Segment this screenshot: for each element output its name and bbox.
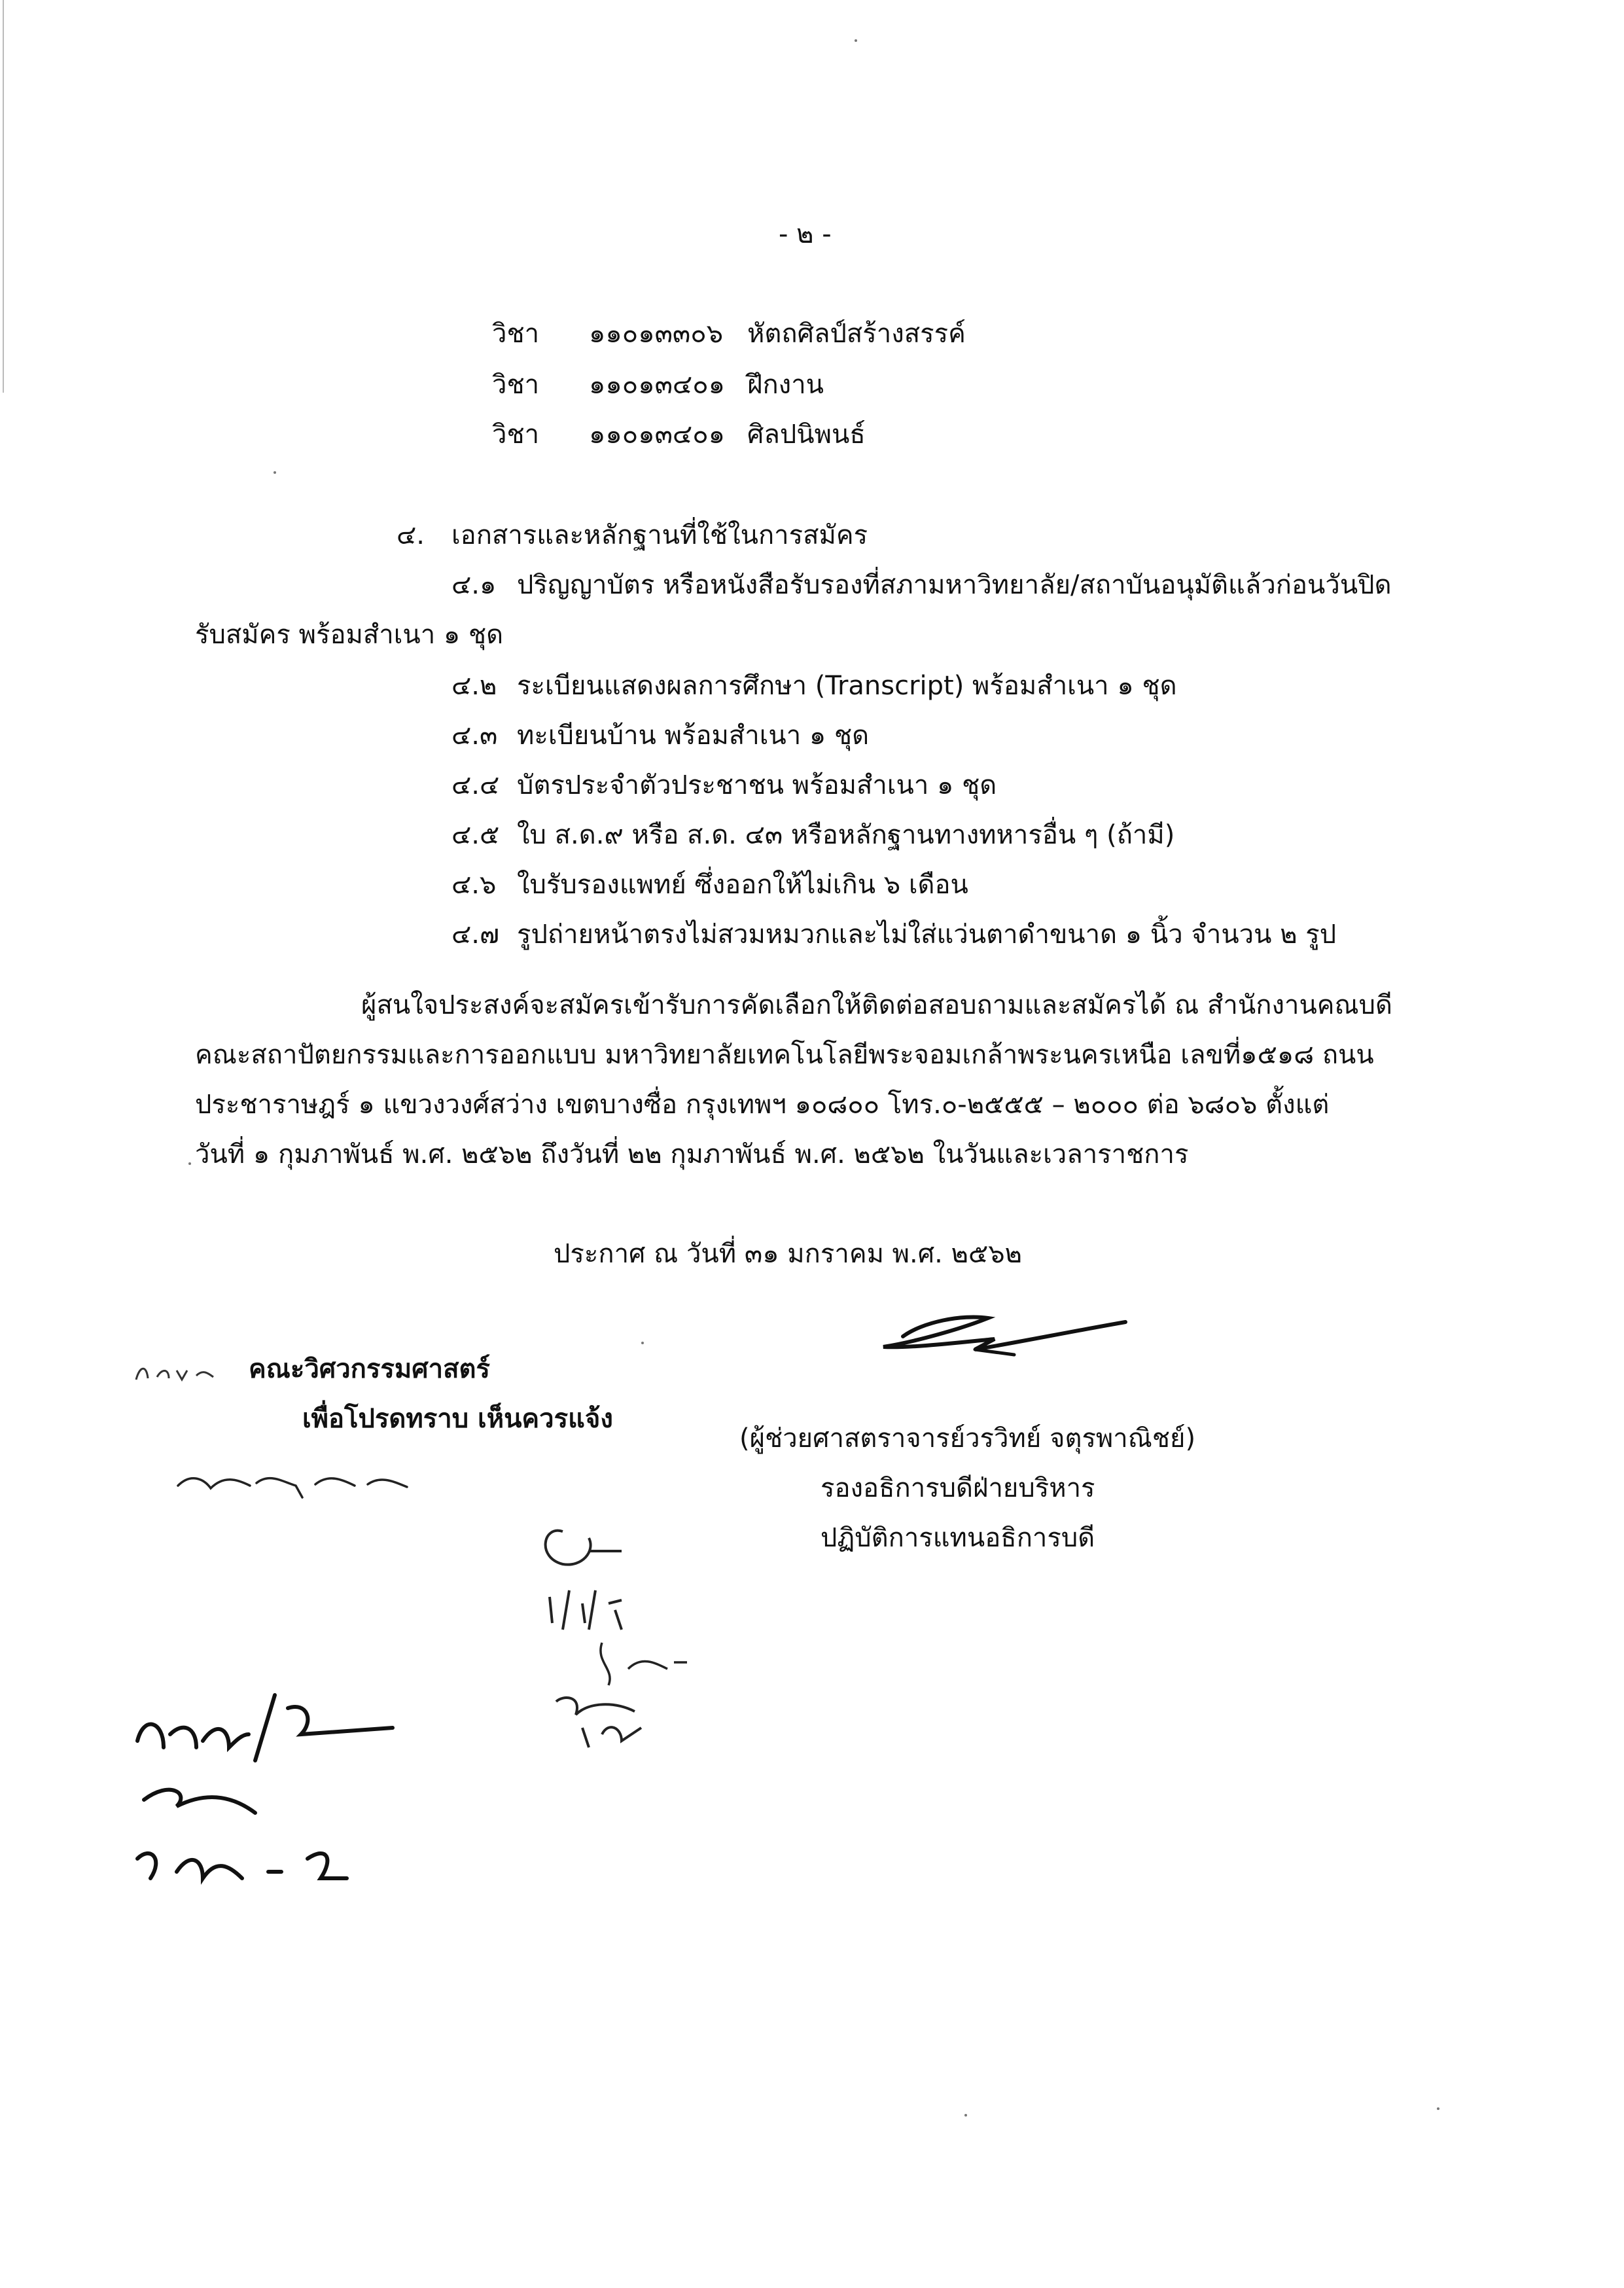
routing-recipient: คณะวิศวกรรมศาสตร์: [249, 1354, 490, 1384]
course-code: ๑๑๐๑๓๓๐๖: [589, 319, 724, 349]
signature: [864, 1302, 1139, 1374]
item-number: ๔.๓: [451, 721, 498, 751]
scan-speck: [964, 2114, 967, 2117]
handwritten-initials: [523, 1505, 720, 1754]
course-name: ศิลปนิพนธ์: [747, 420, 866, 450]
item-text: ใบรับรองแพทย์ ซึ่งออกให้ไม่เกิน ๖ เดือน: [517, 870, 968, 900]
item-number: ๔.๗: [451, 920, 500, 950]
scan-speck: [1437, 2107, 1439, 2110]
course-prefix: วิชา: [492, 370, 540, 400]
scan-edge-line: [3, 0, 4, 393]
item-text: รูปถ่ายหน้าตรงไม่สวมหมวกและไม่ใส่แว่นตาดำขนาด ๑ นิ้ว จำนวน ๒ รูป: [517, 920, 1337, 950]
course-code: ๑๑๐๑๓๔๐๑: [589, 370, 726, 400]
handwritten-note: [131, 1353, 222, 1386]
scan-speck: [855, 39, 857, 42]
item-number: ๔.๑: [451, 570, 497, 600]
item-text: ใบ ส.ด.๙ หรือ ส.ด. ๔๓ หรือหลักฐานทางทหารอื่น ๆ (ถ้ามี): [517, 820, 1175, 850]
signatory-position: รองอธิการบดีฝ่ายบริหาร: [821, 1473, 1095, 1503]
section-number: ๔.: [397, 520, 425, 550]
handwritten-note: [171, 1459, 420, 1505]
paragraph-line: ประชาราษฎร์ ๑ แขวงวงศ์สว่าง เขตบางซื่อ กรุงเทพฯ ๑๐๘๐๐ โทร.๐-๒๕๕๕ – ๒๐๐๐ ต่อ ๖๘๐๖ ตั้งแต่: [195, 1090, 1330, 1120]
handwritten-acknowledgement: [124, 1662, 425, 1904]
item-number: ๔.๕: [451, 820, 500, 850]
scan-speck: [274, 471, 276, 474]
item-text: บัตรประจำตัวประชาชน พร้อมสำเนา ๑ ชุด: [517, 770, 997, 800]
signatory-name: (ผู้ช่วยศาสตราจารย์วรวิทย์ จตุรพาณิชย์): [739, 1423, 1196, 1454]
page-number: - ๒ -: [779, 219, 832, 249]
paragraph-line: คณะสถาปัตยกรรมและการออกแบบ มหาวิทยาลัยเทคโนโลยีพระจอมเกล้าพระนครเหนือ เลขที่๑๕๑๘ ถนน: [195, 1040, 1374, 1070]
course-prefix: วิชา: [492, 420, 540, 450]
scan-speck: [188, 1162, 191, 1165]
course-prefix: วิชา: [492, 319, 540, 349]
paragraph-line: วันที่ ๑ กุมภาพันธ์ พ.ศ. ๒๕๖๒ ถึงวันที่ ๒๒ กุมภาพันธ์ พ.ศ. ๒๕๖๒ ในวันและเวลาราชการ: [195, 1139, 1189, 1170]
course-name: ฝึกงาน: [747, 370, 824, 400]
announcement-date: ประกาศ ณ วันที่ ๓๑ มกราคม พ.ศ. ๒๕๖๒: [554, 1239, 1022, 1269]
item-text-continued: รับสมัคร พร้อมสำเนา ๑ ชุด: [195, 620, 504, 650]
item-text: ทะเบียนบ้าน พร้อมสำเนา ๑ ชุด: [517, 721, 870, 751]
scan-speck: [641, 1342, 644, 1344]
item-number: ๔.๒: [451, 671, 497, 701]
item-text: ปริญญาบัตร หรือหนังสือรับรองที่สภามหาวิทยาลัย/สถาบันอนุมัติแล้วก่อนวันปิด: [517, 570, 1392, 600]
section-heading: เอกสารและหลักฐานที่ใช้ในการสมัคร: [451, 520, 868, 550]
item-number: ๔.๖: [451, 870, 497, 900]
item-number: ๔.๔: [451, 770, 500, 800]
signatory-acting: ปฏิบัติการแทนอธิการบดี: [821, 1523, 1095, 1553]
course-name: หัตถศิลป์สร้างสรรค์: [747, 319, 966, 349]
course-code: ๑๑๐๑๓๔๐๑: [589, 420, 726, 450]
paragraph-line: ผู้สนใจประสงค์จะสมัครเข้ารับการคัดเลือกให้ติดต่อสอบถามและสมัครได้ ณ สำนักงานคณบดี: [361, 990, 1393, 1020]
routing-action: เพื่อโปรดทราบ เห็นควรแจ้ง: [302, 1404, 613, 1434]
item-text: ระเบียนแสดงผลการศึกษา (Transcript) พร้อมสำเนา ๑ ชุด: [517, 671, 1177, 701]
